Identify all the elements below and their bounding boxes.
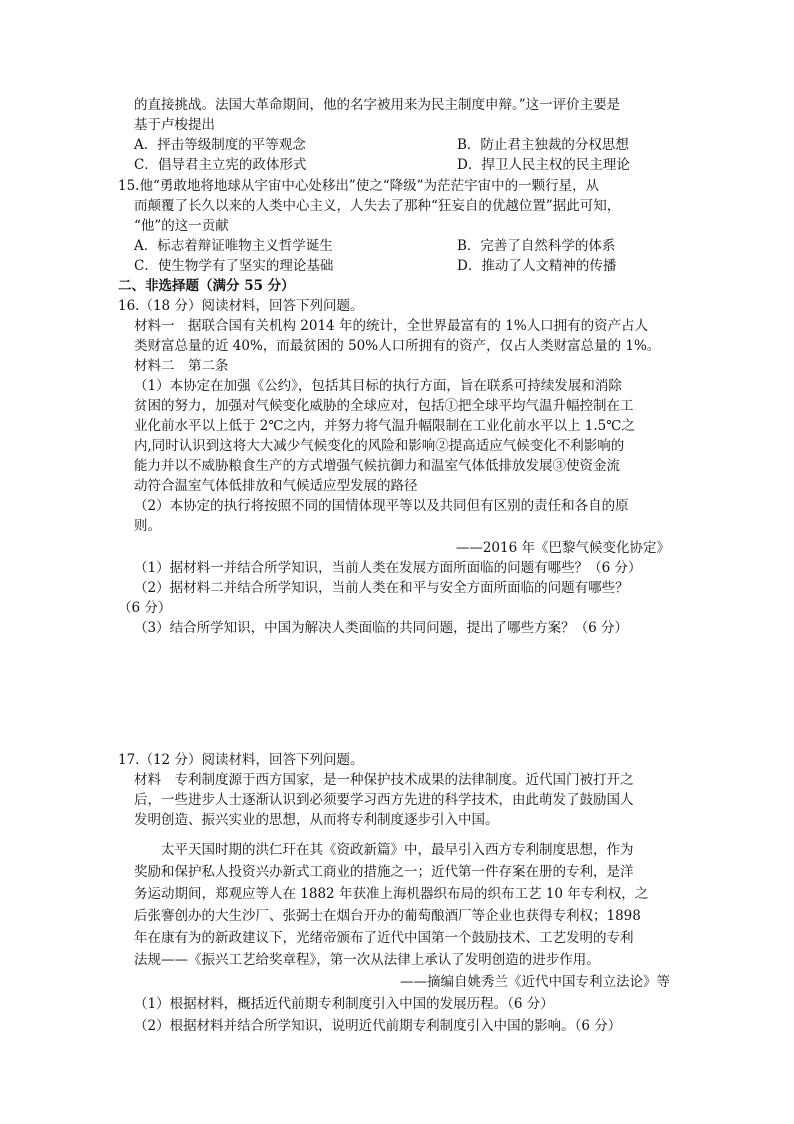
q16-material-2-line-1: 材料二 第二条 — [134, 358, 229, 374]
q17-material-line-4: 太平天国时期的洪仁玕在其《资政新篇》中，最早引入西方专利制度思想，作为 — [134, 842, 634, 858]
q16-material-2-line-9: 则。 — [134, 518, 161, 534]
q17-question-1: （1）根据材料，概括近代前期专利制度引入中国的发展历程。（6 分） — [134, 996, 554, 1012]
q16-material-2-line-6: 能力并以不威胁粮食生产的方式增强气候抗御力和温室气体低排放发展③使资金流 — [134, 458, 620, 474]
q17-material-line-2: 后，一些进步人士逐渐认识到必须要学习西方先进的科学技术，由此萌发了鼓励国人 — [134, 792, 634, 808]
q14-option-a: A．抨击等级制度的平等观念 — [134, 137, 306, 153]
q16-material-2-line-2: （1）本协定在加强《公约》，包括其目标的执行方面，旨在联系可持续发展和消除 — [134, 378, 622, 394]
q15-option-a: A．标志着辩证唯物主义哲学诞生 — [134, 238, 333, 254]
q16-question-2: （2）据材料二并结合所学知识，当前人类在和平与安全方面所面临的问题有哪些？ — [134, 580, 629, 596]
q15-option-d: D．推动了人文精神的传播 — [457, 258, 617, 274]
q14-option-c: C．倡导君主立宪的政体形式 — [134, 157, 307, 173]
q16-source: ——2016 年《巴黎气候变化协定》 — [455, 540, 670, 556]
q16-question-1: （1）据材料一并结合所学知识，当前人类在发展方面所面临的问题有哪些？（6 分） — [134, 560, 642, 576]
q16-material-2-line-7: 动符合温室气体低排放和气候适应型发展的路径 — [134, 478, 418, 494]
q16-material-1-line-1: 材料一 据联合国有关机构 2014 年的统计，全世界最富有的 1%人口拥有的资产占人 — [134, 318, 649, 334]
q14-continuation-line-1: 的直接挑战。法国大革命期间，他的名字被用来为民主制度申辩。”这一评价主要是 — [134, 97, 621, 113]
q15-stem-line-2: 而颠覆了长久以来的人类中心主义，人失去了那种“狂妄自的优越位置”据此可知， — [134, 198, 621, 214]
q16-material-1-line-2: 类财富总量的近 40%，而最贫困的 50%人口所拥有的资产，仅占人类财富总量的 1%。 — [134, 338, 661, 354]
section-heading: 二、非选择题（满分 55 分） — [118, 278, 295, 294]
q16-material-2-line-5: 内,同时认识到这将大大减少气候变化的风险和影响②提高适应气候变化不利影响的 — [134, 438, 625, 454]
q15-option-b: B．完善了自然科学的体系 — [457, 238, 616, 254]
q16-question-3: （3）结合所学知识，中国为解决人类面临的共同问题，提出了哪些方案？（6 分） — [134, 620, 628, 636]
q17-material-line-7: 后张謇创办的大生沙厂、张弼士在烟台开办的葡萄酿酒厂等企业也获得专利权；1898 — [134, 908, 641, 924]
q17-material-line-1: 材料 专利制度源于西方国家，是一种保护技术成果的法律制度。近代国门被打开之 — [134, 772, 634, 788]
q17-source: ——摘编自姚秀兰《近代中国专利立法论》等 — [400, 974, 670, 990]
q15-option-c: C．使生物学有了坚实的理论基础 — [134, 258, 334, 274]
q17-material-line-6: 务运动期间，郑观应等人在 1882 年获准上海机器织布局的织布工艺 10 年专利权，之 — [134, 886, 649, 902]
q15-stem-line-1: 15.他“勇敢地将地球从宇宙中心处移出”使之“降级”为茫茫宇宙中的一颗行星，从 — [118, 178, 600, 194]
q16-heading: 16.（18 分）阅读材料，回答下列问题。 — [118, 298, 364, 314]
q16-question-2-points: （6 分） — [118, 600, 172, 616]
q17-material-line-8: 年在康有为的新政建议下，光绪帝颁布了近代中国第一个鼓励技术、工艺发明的专利 — [134, 930, 634, 946]
q16-material-2-line-4: 业化前水平以上低于 2℃之内，并努力将气温升幅限制在工业化前水平以上 1.5℃之 — [134, 418, 635, 434]
q14-option-b: B．防止君主独裁的分权思想 — [457, 137, 629, 153]
q16-material-2-line-8: （2）本协定的执行将按照不同的国情体现平等以及共同但有区别的责任和各自的原 — [134, 498, 629, 514]
q16-material-2-line-3: 贫困的努力，加强对气候变化威胁的全球应对，包括①把全球平均气温升幅控制在工 — [134, 398, 634, 414]
q15-stem-line-3: “他”的这一贡献 — [134, 218, 229, 234]
q17-material-line-5: 奖励和保护私人投资兴办新式工商业的措施之一；近代第一件存案在册的专利，是洋 — [134, 864, 634, 880]
q14-continuation-line-2: 基于卢梭提出 — [134, 117, 215, 133]
q17-heading: 17.（12 分）阅读材料，回答下列问题。 — [118, 752, 364, 768]
q17-material-line-3: 发明创造、振兴实业的思想，从而将专利制度逐步引入中国。 — [134, 812, 499, 828]
q17-material-line-9: 法规——《振兴工艺给奖章程》，第一次从法律上承认了发明创造的进步作用。 — [134, 952, 600, 968]
q14-option-d: D．捍卫人民主权的民主理论 — [457, 157, 630, 173]
q17-question-2: （2）根据材料并结合所学知识，说明近代前期专利制度引入中国的影响。（6 分） — [134, 1018, 622, 1034]
